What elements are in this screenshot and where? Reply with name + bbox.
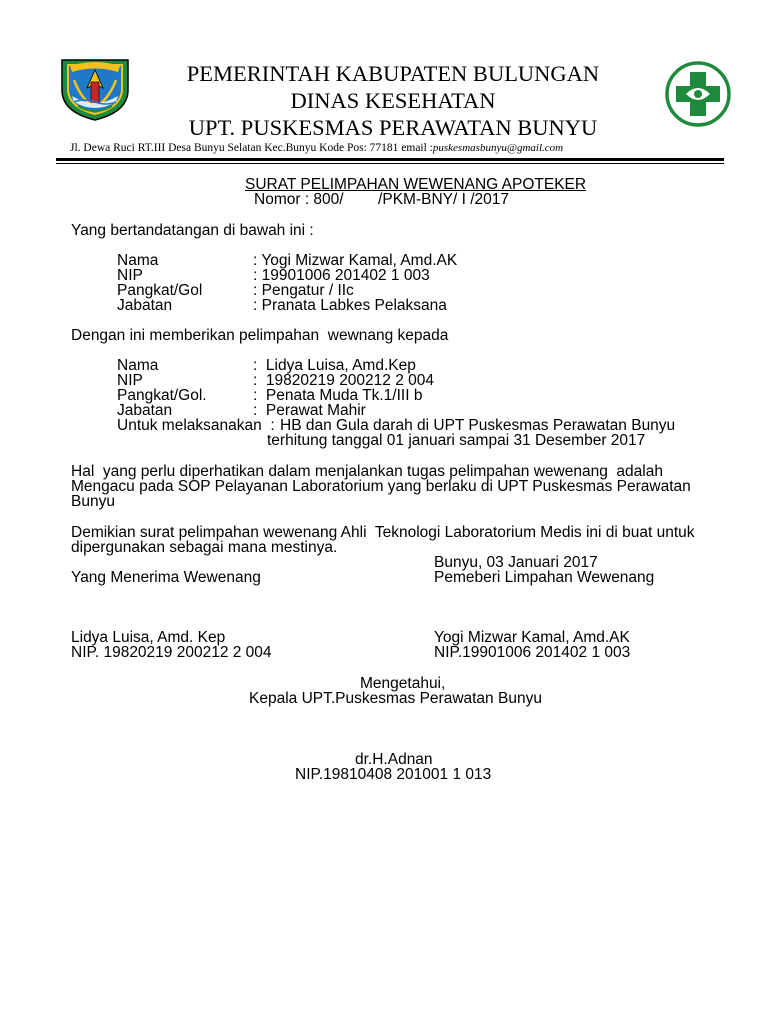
intro-text: Yang bertandatangan di bawah ini : [71, 222, 314, 239]
head-name: dr.H.Adnan [355, 751, 433, 768]
paragraph-2-line-1: Demikian surat pelimpahan wewenang Ahli Teknologi Laboratorium Medis ini di buat untuk [71, 524, 695, 541]
header-line-3: UPT. PUSKESMAS PERAWATAN BUNYU [188, 115, 598, 140]
paragraph-1-line-2: Mengacu pada SOP Pelayanan Laboratorium yang berlaku di UPT Puskesmas Perawatan [71, 478, 691, 495]
grantor-nip-value: : 19901006 201402 1 003 [253, 267, 430, 284]
giver-nip: NIP.19901006 201402 1 003 [434, 644, 631, 661]
header-address [70, 142, 563, 154]
grantee-rank-label: Pangkat/Gol. [117, 387, 207, 404]
grantee-name-label: Nama [117, 357, 159, 374]
header-line-1: PEMERINTAH KABUPATEN BULUNGAN [186, 61, 600, 86]
header-rule-thick [56, 158, 724, 161]
task-line-2: terhitung tanggal 01 januari sampai 31 Desember 2017 [267, 432, 646, 449]
grantor-rank-value: : Pengatur / IIc [253, 282, 354, 299]
header-line-2: DINAS KESEHATAN [290, 88, 496, 113]
grantor-position-label: Jabatan [117, 297, 173, 314]
letter-number: Nomor : 800/ /PKM-BNY/ I /2017 [254, 191, 509, 208]
grantor-rank-label: Pangkat/Gol [117, 282, 203, 299]
paragraph-1-line-3: Bunyu [71, 493, 115, 510]
paragraph-1-line-1: Hal yang perlu diperhatikan dalam menjalankan tugas pelimpahan wewenang adalah [71, 463, 663, 480]
task-line-1: HB dan Gula darah di UPT Puskesmas Perawatan Bunyu [280, 417, 676, 434]
task-label: Untuk melaksanakan : [117, 417, 275, 434]
acknowledged-label: Mengetahui, [360, 675, 446, 692]
grantor-name-value: : Yogi Mizwar Kamal, Amd.AK [253, 252, 458, 269]
grantee-nip-value: : 19820219 200212 2 004 [253, 372, 435, 389]
grantor-name-label: Nama [117, 252, 159, 269]
grantor-position-value: : Pranata Labkes Pelaksana [253, 297, 447, 314]
grantee-name-value: : Lidya Luisa, Amd.Kep [253, 357, 416, 374]
receiver-name: Lidya Luisa, Amd. Kep [71, 629, 226, 646]
place-date: Bunyu, 03 Januari 2017 [434, 554, 598, 571]
intro2-text: Dengan ini memberikan pelimpahan wewnang kepada [71, 327, 449, 344]
receiver-title: Yang Menerima Wewenang [71, 569, 261, 586]
address-text: Jl. Dewa Ruci RT.III Desa Bunyu Selatan Kec.Bunyu Kode Pos: 77181 email : [70, 142, 433, 154]
letter-title: SURAT PELIMPAHAN WEWENANG APOTEKER [245, 176, 587, 193]
paragraph-2-line-2: dipergunakan sebagai mana mestinya. [71, 539, 338, 556]
grantee-position-value: : Perawat Mahir [253, 402, 366, 419]
header-rule-thin [56, 163, 724, 164]
grantee-rank-value: : Penata Muda Tk.1/III b [253, 387, 423, 404]
giver-name: Yogi Mizwar Kamal, Amd.AK [434, 629, 630, 646]
head-nip: NIP.19810408 201001 1 013 [295, 766, 492, 783]
address-email: puskesmasbunyu@gmail.com [432, 142, 564, 154]
receiver-nip: NIP. 19820219 200212 2 004 [71, 644, 272, 661]
grantee-position-label: Jabatan [117, 402, 173, 419]
grantee-nip-label: NIP [117, 372, 143, 389]
head-title: Kepala UPT.Puskesmas Perawatan Bunyu [249, 690, 542, 707]
grantor-nip-label: NIP [117, 267, 143, 284]
giver-title: Pemeberi Limpahan Wewenang [434, 569, 655, 586]
